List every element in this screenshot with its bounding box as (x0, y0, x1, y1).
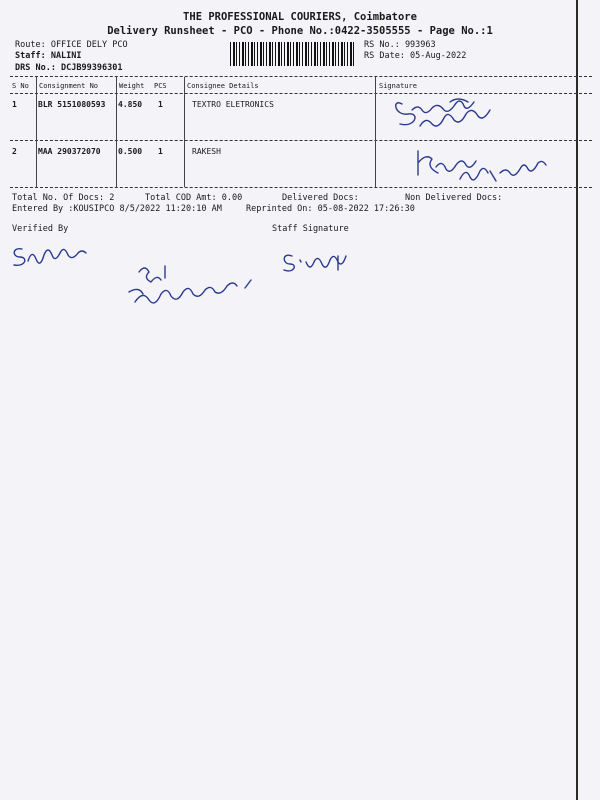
row1-handwritten-signature (390, 88, 520, 138)
total-cod: Total COD Amt: 0.00 (145, 193, 243, 203)
column-divider (184, 77, 185, 187)
header-pcs: PCS (154, 82, 167, 90)
staff-signature-label: Staff Signature (272, 224, 349, 234)
rs-date: RS Date: 05-Aug-2022 (364, 51, 467, 61)
staff-label: Staff: NALINI (15, 51, 82, 61)
row2-sno: 2 (12, 147, 17, 156)
header-consignment: Consignment No (39, 82, 99, 90)
staff-initial-signature (125, 258, 265, 313)
header-sno: S No (12, 82, 29, 90)
total-docs: Total No. Of Docs: 2 (12, 193, 115, 203)
header-consignee: Consignee Details (187, 82, 259, 90)
row-divider (10, 140, 592, 141)
verified-by-label: Verified By (12, 224, 69, 234)
non-delivered-docs: Non Delivered Docs: (405, 193, 503, 203)
company-title: THE PROFESSIONAL COURIERS, Coimbatore (183, 11, 417, 23)
column-divider (36, 77, 37, 187)
row2-handwritten-signature (410, 145, 560, 187)
row2-pcs: 1 (158, 147, 163, 156)
table-bottom-rule (10, 187, 592, 188)
delivered-docs: Delivered Docs: (282, 193, 359, 203)
header-signature: Signature (379, 82, 417, 90)
column-divider (116, 77, 117, 187)
staff-signature (278, 248, 363, 278)
row1-pcs: 1 (158, 100, 163, 109)
route-label: Route: OFFICE DELY PCO (15, 40, 128, 50)
barcode (230, 42, 355, 66)
header-weight: Weight (119, 82, 145, 90)
drs-number: DRS No.: DCJB99396301 (15, 63, 123, 73)
reprinted-on: Reprinted On: 05-08-2022 17:26:30 (246, 204, 415, 214)
verifier-signature (8, 243, 93, 273)
row1-consignment: BLR 5151080593 (38, 100, 106, 109)
row1-sno: 1 (12, 100, 17, 109)
row1-consignee: TEXTRO ELETRONICS (192, 100, 274, 109)
entered-by: Entered By :KOUSIPCO 8/5/2022 11:20:10 AM (12, 204, 222, 214)
runsheet-subtitle: Delivery Runsheet - PCO - Phone No.:0422-3505555 - Page No.:1 (107, 25, 493, 37)
row1-weight: 4.850 (118, 100, 143, 109)
column-divider (375, 77, 376, 187)
page-edge-line (576, 0, 578, 800)
rs-number: RS No.: 993963 (364, 40, 436, 50)
row2-consignee: RAKESH (192, 147, 221, 156)
table-top-rule (10, 76, 592, 77)
row2-weight: 0.500 (118, 147, 143, 156)
row2-consignment: MAA 290372070 (38, 147, 101, 156)
